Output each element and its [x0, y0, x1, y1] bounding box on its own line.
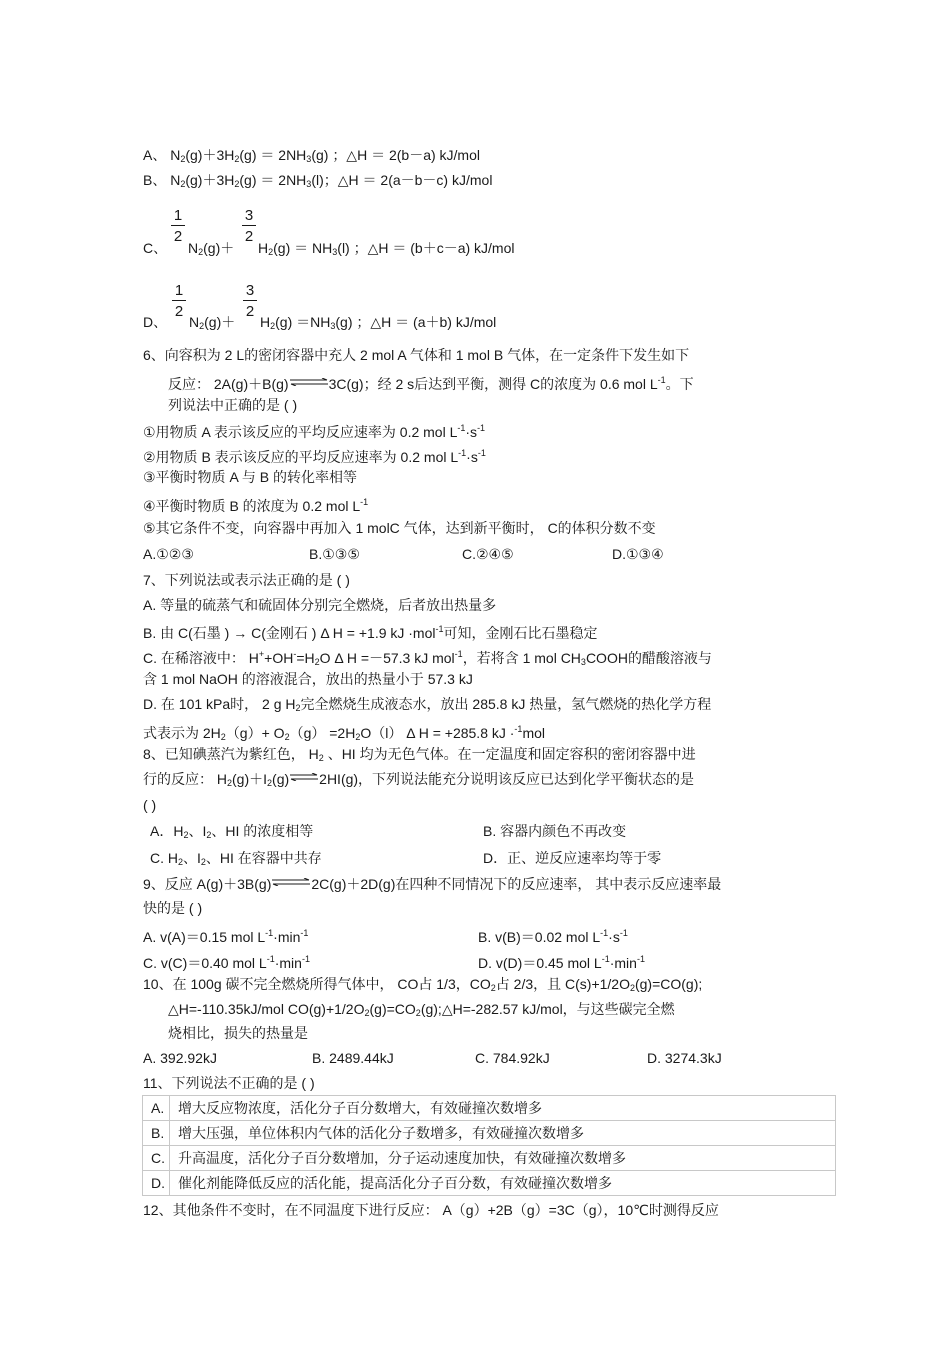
q11-options-table [142, 1095, 836, 1196]
option-c-line: $N_2(g)+$ [188, 240, 235, 257]
option-c-label: C、 [143, 240, 168, 256]
option-a-line: A、 $N_2(g)+3H_2(g) = 2NH_3(g)$ ；△H ＝ 2(b－a) kJ/mol [143, 147, 480, 164]
q7-stem: 7、下列说法或表示法正确的是 ( ) [143, 572, 350, 588]
q6-statement-5: ⑤其它条件不变，向容器中再加入 1 molC 气体，达到新平衡时， C的体积分数不变 [143, 520, 656, 536]
q8-option-c: C. $H_2$、$I_2$、HI 在容器中共存 [150, 850, 322, 867]
fraction-one-half: 1 2 [172, 282, 186, 320]
option-d-label: D、 [143, 314, 168, 330]
q7-option-c: C. 在稀溶液中： $H^++OH^-=H_2O$ Δ H =－57.3 kJ mol$^{-1}$，若将含 1 mol $CH_3COOH$的醋酸溶液与 [143, 649, 712, 667]
option-b-line: B、 $N_2(g)+3H_2(g) = 2NH_3(l)$；△H ＝ 2(a－b－c) kJ/mol [143, 172, 493, 189]
table-row [143, 1146, 836, 1171]
table-row [143, 1121, 836, 1146]
q10-option-d: D. 3274.3kJ [647, 1050, 722, 1066]
q6-option-a: A.①②③ [143, 546, 194, 562]
q6-option-b: B.①③⑤ [309, 546, 360, 562]
option-d-line: $N_2(g)+$ [189, 314, 236, 331]
q11-option-label: A. [143, 1096, 170, 1121]
q6-statement-1: ①用物质 A 表示该反应的平均反应速率为 0.2 mol $L^{-1}\cdot s^{-1}$ [143, 423, 486, 440]
q6-statement-2: ②用物质 B 表示该反应的平均反应速率为 0.2 mol $L^{-1}\cdot s^{-1}$ [143, 448, 486, 465]
q11-option-text: 升高温度，活化分子百分数增加，分子运动速度加快，有效碰撞次数增多 [170, 1146, 836, 1171]
q7-option-a: A. 等量的硫蒸气和硫固体分别完全燃烧，后者放出热量多 [143, 597, 497, 613]
q9-stem-line1: 9、反应 A(g)＋3B(g) 2C(g)＋2D(g)在四种不同情况下的反应速率， 其中表示反应速率最 [143, 876, 722, 892]
q8-stem-line1: 8、已知碘蒸汽为紫红色， $H_2$ 、HI 均为无色气体。在一定温度和固定容积的密闭容器中进 [143, 746, 696, 763]
equilibrium-arrow-icon [289, 773, 319, 781]
q11-option-label: C. [143, 1146, 170, 1171]
fraction-three-half: 3 2 [242, 207, 256, 245]
q6-statement-3: ③平衡时物质 A 与 B 的转化率相等 [143, 469, 358, 485]
q8-stem-line2: 行的反应： $H_2(g)+I_2(g)$ 2HI(g)，下列说法能充分说明该反应已达到化学平衡状态的是 [143, 771, 695, 788]
q9-option-c: C. v(C)＝0.40 mol $L^{-1}\cdot\min^{-1}$ [143, 954, 310, 971]
q8-stem-line3: ( ) [143, 797, 157, 813]
q8-option-d: D．正、逆反应速率均等于零 [483, 850, 662, 866]
q6-option-d: D.①③④ [612, 546, 664, 562]
q10-option-b: B. 2489.44kJ [312, 1050, 394, 1066]
q6-stem-line2: 反应： 2A(g)＋B(g) 3C(g)；经 2 s后达到平衡，测得 C的浓度为 0.6 mol $L^{-1}$。下 [168, 375, 694, 392]
q10-stem-line1: 10、在 100g 碳不完全燃烧所得气体中， CO占 1/3，$CO_2$占 2/3，且 $C(s)+1/2O_2(g)=CO(g)$; [143, 976, 703, 993]
q11-option-label: D. [143, 1171, 170, 1196]
q10-stem-line3: 烧相比，损失的热量是 [168, 1025, 308, 1041]
q7-option-b: B. 由 C(石墨 ) → C(金刚石 ) Δ H = +1.9 kJ ·mol$^{-1}$可知，金刚石比石墨稳定 [143, 624, 598, 641]
q10-option-a: A. 392.92kJ [143, 1050, 217, 1066]
option-c-line-rest: $H_2(g) = NH_3(l)$ ；△H ＝ (b＋c－a) kJ/mol [258, 240, 515, 257]
q9-stem-line2: 快的是 ( ) [143, 900, 203, 916]
q10-option-c: C. 784.92kJ [475, 1050, 550, 1066]
q10-stem-line2: △H=-110.35kJ/mol $CO(g)+1/2O_2(g)=CO_2(g);\triangle H=-282.57$ kJ/mol，与这些碳完全燃 [168, 1001, 675, 1018]
table-row [143, 1171, 836, 1196]
q9-option-a: A. v(A)＝0.15 mol $L^{-1}\cdot\min^{-1}$ [143, 928, 309, 945]
q6-stem-line3: 列说法中正确的是 ( ) [168, 397, 298, 413]
q6-statement-4: ④平衡时物质 B 的浓度为 0.2 mol $L^{-1}$ [143, 497, 369, 514]
q6-option-c: C.②④⑤ [462, 546, 514, 562]
q7-option-c-line2: 含 1 mol NaOH 的溶液混合，放出的热量小于 57.3 kJ [143, 671, 473, 687]
equilibrium-arrow-icon [289, 378, 329, 386]
q8-option-a: A．$H_2$、$I_2$、HI 的浓度相等 [150, 823, 314, 840]
fraction-one-half: 1 2 [171, 207, 185, 245]
fraction-three-half: 3 2 [243, 282, 257, 320]
q11-stem: 11、下列说法不正确的是 ( ) [143, 1075, 315, 1091]
q12-stem: 12、其他条件不变时，在不同温度下进行反应： A（g）+2B（g）=3C（g），10℃时测得反应 [143, 1202, 719, 1218]
q9-option-b: B. v(B)＝0.02 mol $L^{-1}\cdot s^{-1}$ [478, 928, 628, 945]
q7-option-d: D. 在 101 kPa时， 2 g $H_2$完全燃烧生成液态水，放出 285.8 kJ 热量，氢气燃烧的热化学方程 [143, 696, 712, 713]
q6-stem-line1: 6、向容积为 2 L的密闭容器中充人 2 mol A 气体和 1 mol B 气体，在一定条件下发生如下 [143, 347, 690, 363]
table-row [143, 1096, 836, 1121]
q7-option-d-line2: 式表示为 $2H_2(g)+ O_2(g) =2H_2O(l)$ Δ H = +285.8 kJ ·$^{-1}$mol [143, 724, 545, 742]
option-d-line-rest: $H_2(g) =NH_3(g)$ ；△H ＝ (a＋b) kJ/mol [260, 314, 497, 331]
q11-option-text: 催化剂能降低反应的活化能，提高活化分子百分数，有效碰撞次数增多 [170, 1171, 836, 1196]
q8-option-b: B. 容器内颜色不再改变 [483, 823, 627, 839]
q11-option-text: 增大反应物浓度，活化分子百分数增大，有效碰撞次数增多 [170, 1096, 836, 1121]
q9-option-d: D. v(D)＝0.45 mol $L^{-1}\cdot\min^{-1}$ [478, 954, 645, 971]
equilibrium-arrow-icon [271, 878, 311, 886]
q11-option-text: 增大压强，单位体积内气体的活化分子数增多，有效碰撞次数增多 [170, 1121, 836, 1146]
q11-option-label: B. [143, 1121, 170, 1146]
